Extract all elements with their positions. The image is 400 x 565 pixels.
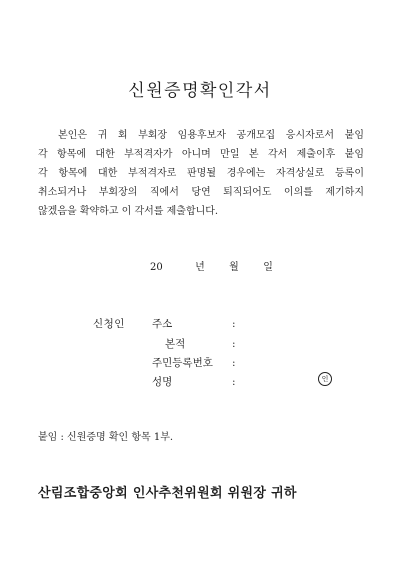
resident-number-field: [152, 355, 236, 370]
body-line-5: 않겠음을 확약하고 이 각서를 제출합니다.: [38, 206, 219, 217]
domicile-colon: :: [232, 338, 236, 350]
addressee: 산림조합중앙회 인사추천위원회 위원장 귀하: [38, 486, 297, 501]
document-title: 신원증명확인각서: [128, 81, 272, 101]
date-line: [150, 258, 273, 273]
body-line-2: 각 항목에 대한 부적격자가 아니며 만일 본 각서 제출이후 붙임: [38, 149, 364, 160]
address-field: [152, 316, 236, 331]
name-colon: :: [232, 376, 236, 388]
body-line-4: 취소되거나 부회장의 직에서 당연 퇴직되어도 이의를 제기하지: [38, 187, 364, 198]
name-label: 성명: [152, 376, 173, 388]
date-year-prefix: 20: [150, 262, 163, 273]
domicile-field: [152, 336, 236, 351]
body-line-3: 각 항목에 대한 부적격자로 판명될 경우에는 자격상실로 등록이: [38, 168, 364, 179]
address-label: 주소: [152, 318, 173, 330]
seal-mark: 인: [318, 372, 332, 386]
body-line-1: 본인은 귀 회 부회장 임용후보자 공개모집 응시자로서 붙임: [58, 130, 364, 141]
date-month-unit: 월: [229, 262, 239, 273]
date-day-unit: 일: [263, 262, 273, 273]
attachment-note: 붙임 : 신원증명 확인 항목 1부.: [38, 432, 174, 443]
domicile-label: 본적: [165, 338, 186, 350]
address-colon: :: [232, 318, 236, 330]
pledge-body: [38, 126, 364, 221]
applicant-label: 신청인: [93, 318, 125, 330]
name-field: [152, 374, 236, 389]
date-year-unit: 년: [195, 262, 205, 273]
resident-number-colon: :: [232, 357, 236, 369]
resident-number-label: 주민등록번호: [152, 357, 213, 369]
